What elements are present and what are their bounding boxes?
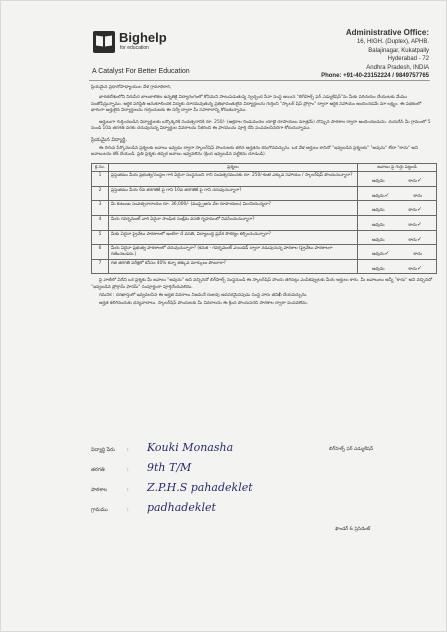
brand-name: Bighelp (119, 30, 167, 45)
organization-signature: బిగ్‌హెల్ప్ ఫర్ ఎడ్యుకేషన్ (329, 447, 374, 452)
question-text: మీరు గవర్నమెంట్ వారి ఏదైనా సాంఘిక సంక్షేమ వసతి గృహములో నివసించుచున్నారా? (109, 216, 358, 231)
answer-no[interactable]: కాదు✓ (408, 235, 422, 243)
answer-cell[interactable] (358, 172, 437, 187)
school-handwritten: Z.P.H.S pahadeklet (147, 481, 253, 494)
address-line: Balajinagar, Kukatpally (368, 47, 429, 54)
answer-cell[interactable] (358, 245, 437, 260)
phone-numbers: Phone: +91-40-23152224 / 9849757765 (321, 73, 429, 80)
column-header-number: క్ర.సం. (92, 163, 109, 172)
eligibility-survey-table (91, 163, 437, 275)
question-text: గత తరగతి పరీక్షలో కనీసం 40% కన్నా తక్కువ మార్కులు పొందారా? (109, 259, 358, 274)
table-row (92, 186, 437, 201)
header-divider (89, 80, 430, 81)
answer-no[interactable]: కాదు (413, 252, 422, 258)
office-address (289, 28, 429, 81)
column-header-answer: జవాబు పై గుర్తు పెట్టండి (358, 163, 437, 172)
answer-no[interactable]: కాదు✓ (408, 264, 422, 272)
student-salutation: ప్రియమైన విద్యార్థి, (91, 137, 127, 144)
answer-cell[interactable] (358, 230, 437, 245)
village-field: గ్రామము : (91, 507, 129, 513)
address-line: 16, HIGH. (Duplex), APHB. (356, 39, 429, 45)
tagline: A Catalyst For Better Education (92, 68, 190, 75)
survey-footer (91, 278, 435, 307)
answer-no[interactable]: కాదు (413, 193, 422, 199)
salutation: ప్రియమైన ప్రధానోపాధ్యాయుల వేళ గ్రామాధికారి, (91, 85, 172, 90)
note-paragraph: గమనిక : దరఖాస్తులో ఇవ్వవలసిన ఈ అర్హత వివరాలు నిజమనే రుజువు అవసరమైనపుడు సంస్థ వారు తనిఖీ చేయవచ్చును. (99, 292, 308, 298)
student-name-field: విద్యార్థి పేరు : (91, 447, 129, 453)
office-title: Administrative Office: (345, 28, 429, 37)
intro-paragraph-1: భారతదేశంలోని నిరుపేద బాలబాలికల ఉన్నతికై విద్యారంగంలో కోసమని పాటుపడుతున్న స్వచ్ఛంద సేవా సంస్థ అయిన "బిగ్‌హెల్ప్ ఫర్ ఎడ్యుకేషన్"ను మీకు పరిచయం చేయుటకు మేము సంతోషిస్తున్నాము. ఆర్థిక పరిస్థితి అనుకూలించక విద్యకు దూరమవుతున్న ప్రతిభావంతులైన విద్యార్థులను గుర్తించి "స్కాలర్ షిప్ ప్రోగ్రాం" ద్వారా ఆర్థిక సహాయం అందించడమే మా లక్ష్యం. ఈ పథకంలో భాగంగా అర్హులైన విద్యార్థులను గుర్తించుటకు ఈ సర్వే ద్వారా మీ సహకారాన్ని కోరుతున్నాము. (91, 95, 422, 114)
question-text: మీరు ఏదైనా ప్రభుత్వ పాఠశాలలో చదువుచున్నారా? (కనుక - గవర్నమెంట్ ఎయిడెడ్ ద్వారా నడుపుచున్న పాఠశాల (ప్రైవేటు పాఠశాలగా గణించబడదు.) (109, 245, 358, 260)
question-number: 1 (92, 172, 109, 187)
thanks-paragraph: అర్హత కలిగినందుకు ధన్యవాదాలు. స్కాలర్‌షిప్ పొందుటకు మీ వివరాలను ఈ క్రింద పొందుపరచి పాఠశాల ద్వారా పంపవలెను. (99, 301, 308, 307)
question-text: ప్రస్తుతము మీరు 6వ తరగతికి పై గాని 10వ తరగతికి పై గాని చదువుచున్నారా? (109, 186, 358, 201)
answer-yes[interactable]: అవును (372, 179, 385, 185)
founder-signature: ఫౌండర్ & ప్రెసిడెంట్ (335, 527, 371, 532)
answer-yes[interactable]: అవును (372, 237, 385, 243)
table-row (92, 245, 437, 260)
answer-cell[interactable] (358, 201, 437, 216)
table-header-row (92, 163, 437, 172)
answer-yes[interactable]: అవును✓ (372, 250, 390, 258)
answer-yes[interactable]: అవును (372, 266, 385, 272)
address-line: Andhra Pradesh, INDIA (366, 64, 429, 71)
table-row (92, 230, 437, 245)
class-handwritten: 9th T/M (147, 461, 192, 474)
table-row (92, 216, 437, 231)
school-field: పాఠశాల : (91, 487, 129, 493)
answer-yes[interactable]: అవును✓ (372, 191, 390, 199)
question-number: 6 (92, 245, 109, 260)
answer-no[interactable]: కాదు✓ (408, 177, 422, 185)
brand-subtitle: for education (120, 45, 149, 51)
question-text: మీకు ఏదైనా ప్రైవేటు పాఠశాలలో ఇంటిగా చే వసతి, విద్యాబుద్ధి ప్రవేశ సౌకర్యం కల్పించుచున్నారా? (109, 230, 358, 245)
table-row (92, 172, 437, 187)
answer-yes[interactable]: అవును (372, 208, 385, 214)
table-row (92, 201, 437, 216)
book-icon (93, 31, 115, 53)
answer-no[interactable]: కాదు✓ (408, 206, 422, 214)
village-handwritten: padhadeklet (147, 501, 216, 514)
address-line: Hyderabad - 72 (387, 56, 429, 63)
answer-no[interactable]: కాదు✓ (408, 221, 422, 229)
table-row (92, 259, 437, 274)
answer-yes[interactable]: అవును (372, 223, 385, 229)
letter-body (91, 85, 435, 309)
answer-cell[interactable] (358, 216, 437, 231)
column-header-question: ప్రశ్నలు (109, 163, 358, 172)
survey-instructions: ఈ దిగువ పేర్కొనబడిన ప్రశ్నలకు జవాబు ఇవ్వడం ద్వారా స్కాలర్‌షిప్ పొందుటకు తగిన అర్హతను కనుగొనవచ్చును. ఒక వేళ అర్హులు కానిచో "ఇవ్వబడిన ప్రశ్నలకు" "అవును" లేదా "కాదు" అని జవాబులను టిక్ చేయండి. ప్రతి ప్రశ్నకు తప్పక జవాబు ఇవ్వవలెను (క్రింద ఇవ్వబడిన పట్టికను చూడండి). (91, 145, 418, 158)
intro-paragraph-2: అర్హులుగా గుర్తించబడిన విద్యార్థులకు ఒక్కొక్కరికి సంవత్సరానికి రూ. 250/- (అక్షరాల రెండువందల యాభై రూపాయలు మాత్రమే) చొప్పున పాఠశాల ద్వారా అందించబడును. దయచేసి మీ గ్రామంలో 5 నుండి 10వ తరగతి వరకు చదువుచున్న విద్యార్థుల వివరాలను సేకరించి ఈ ఫారమును పూర్తి చేసి పంపవలసినదిగా కోరుచున్నాము. (91, 119, 431, 132)
question-number: 3 (92, 201, 109, 216)
question-text: మీ కుటుంబ సంవత్సరాదాయం రూ. 36,000/- (ముప్పైఆరు వేల రూపాయలు) మించియున్నదా? (109, 201, 358, 216)
answer-cell[interactable] (358, 186, 437, 201)
question-number: 5 (92, 230, 109, 245)
class-field: తరగతి : (91, 467, 129, 473)
question-number: 4 (92, 216, 109, 231)
question-number: 2 (92, 186, 109, 201)
question-text: ప్రస్తుతము మీరు ప్రభుత్వ/సంస్థల గారి ఏదైనా సంస్థనుంచి గాని సంవత్సరమునకు రూ. 250/-కంటె ఎక్కువ సహాయం / స్కాలర్‌షిప్ పొందుచున్నారా? (109, 172, 358, 187)
result-paragraph: పై వాటిలో ఏదేని ఒక ప్రశ్నకు మీ జవాబు "అవును" అని వచ్చినచో బిగ్‌హెల్ప్ సంస్థనుండి ఈ స్కాలర్‌షిప్ పొందు తగినట్లు ఎంపికవ్వుటకు మీరు అర్హులు కారు. మీ జవాబులు అన్నీ "కాదు" అని వచ్చినచో "ఇవ్వబడిన ప్రోగ్రామ్ ఫారమ్" సంపూర్ణంగా పూర్తిచేయవలెను. (91, 278, 433, 290)
answer-cell[interactable] (358, 259, 437, 274)
question-number: 7 (92, 259, 109, 274)
student-name-handwritten: Kouki Monasha (147, 441, 234, 454)
